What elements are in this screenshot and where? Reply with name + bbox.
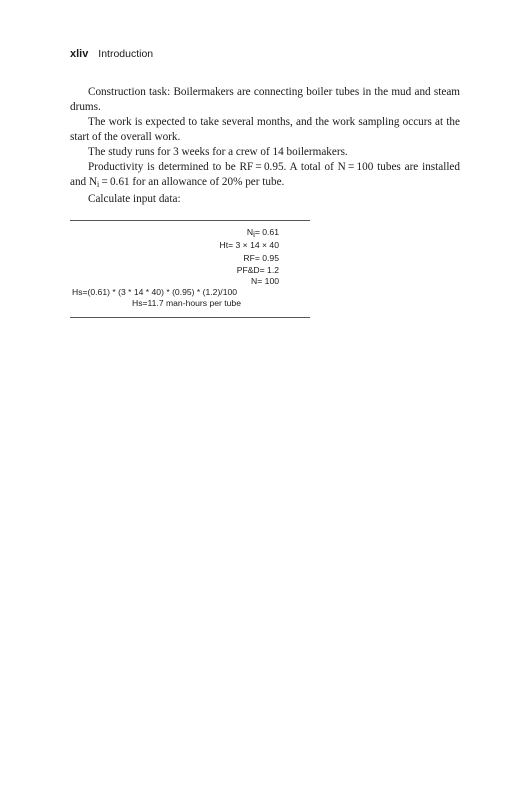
calc-bottom-rule: [70, 317, 310, 318]
calc-hs-result: Hs=11.7 man-hours per tube: [132, 298, 241, 308]
section-title: Introduction: [98, 48, 154, 60]
paragraph-construction-task: Construction task: Boilermakers are connecting boiler tubes in the mud and steam drums.: [70, 86, 460, 113]
calc-pfd: PF&D= 1.2: [236, 265, 279, 275]
calc-ni-value: = 0.61: [254, 227, 279, 237]
paragraph-calculate-input: Calculate input data:: [88, 193, 181, 205]
productivity-subscript: i: [97, 180, 100, 189]
calc-hs-formula: Hs=(0.61) * (3 * 14 * 40) * (0.95) * (1.2)/100: [72, 287, 238, 297]
productivity-text-a: Productivity is determined to be RF = 0.95. A total of N = 100 tubes are installed and N: [70, 161, 460, 188]
productivity-text-b: = 0.61 for an allowance of 20% per tube.: [99, 176, 285, 188]
calc-ht: Ht= 3 × 14 × 40: [219, 240, 279, 250]
calc-n: N= 100: [251, 276, 279, 286]
calc-top-rule: [70, 220, 310, 221]
calc-rf: RF= 0.95: [243, 253, 279, 263]
calc-ni: [247, 227, 279, 240]
calc-ni-prefix: N: [246, 227, 254, 237]
body-text: [70, 85, 460, 207]
paragraph-study-duration: The study runs for 3 weeks for a crew of 14 boilermakers.: [88, 146, 348, 158]
running-head: [70, 48, 153, 60]
calc-ni-subscript: i: [253, 230, 255, 239]
page-number: xliv: [70, 48, 89, 60]
paragraph-productivity: [70, 160, 460, 192]
paragraph-work-duration: The work is expected to take several months, and the work sampling occurs at the start of the overall work.: [70, 116, 460, 143]
